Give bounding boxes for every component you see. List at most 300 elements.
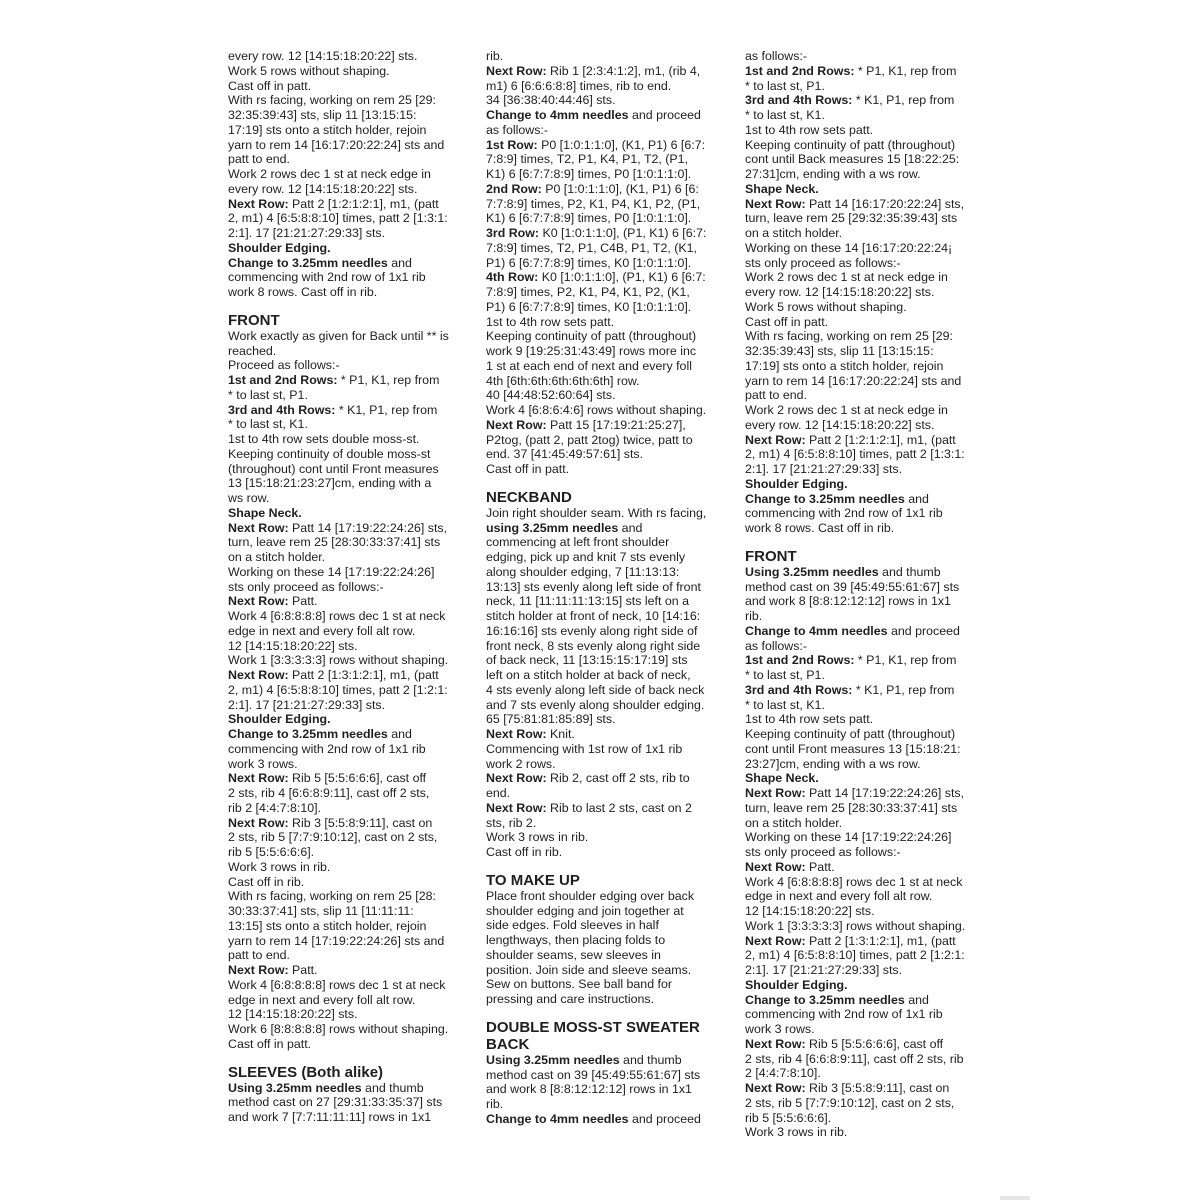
line-text: 1 st at each end of next and every foll (486, 358, 692, 373)
instruction-line (745, 624, 985, 639)
line-text: yarn to rem 14 [16:17:20:22:24] sts and (745, 373, 962, 388)
instruction-line (745, 433, 985, 448)
subheading-line (745, 182, 985, 197)
instruction-line (486, 1082, 726, 1097)
row-label: Next Row: (486, 417, 547, 432)
line-text: Rib 3 [5:5:8:9:11], cast on (805, 1081, 950, 1095)
line-text: sts only proceed as follows:- (745, 255, 901, 270)
line-text: m1) 6 [6:6:6:8:8] times, rib to end. (486, 78, 672, 93)
line-text: Patt. (288, 963, 318, 977)
line-text: With rs facing, working on rem 25 [29: (228, 93, 436, 108)
instruction-line (228, 79, 468, 94)
instruction-line (745, 418, 985, 433)
line-text: Work 3 rows in rib. (745, 1125, 848, 1140)
line-text: 1st to 4th row sets patt. (486, 314, 615, 329)
section-heading: TO MAKE UP (486, 871, 580, 889)
line-text: 12 [14:15:18:20:22] sts. (228, 1007, 358, 1022)
line-text: neck, 11 [11:11:11:13:15] sts left on a (486, 594, 689, 609)
subheading-line (745, 771, 985, 786)
instruction-line (745, 1081, 985, 1096)
instruction-line (228, 329, 468, 344)
line-text: P0 [1:0:1:1:0], (K1, P1) 6 [6:7: (537, 137, 706, 152)
line-text: Cast off in rib. (486, 845, 563, 859)
instruction-line (228, 358, 468, 373)
instruction-line (486, 241, 726, 256)
line-text: yarn to rem 14 [17:19:22:24:26] sts and (228, 933, 445, 948)
instruction-line (228, 138, 468, 153)
line-text: work 8 rows. Cast off in rib. (745, 521, 895, 535)
row-label: 1st and 2nd Rows: (745, 653, 855, 668)
row-label: Next Row: (486, 727, 547, 741)
instruction-line (745, 403, 985, 418)
row-label: Next Row: (745, 859, 806, 874)
instruction-line (486, 447, 726, 462)
line-text: 2, m1) 4 [6:5:8:8:10] times, patt 2 [1:3:1: (745, 447, 965, 462)
line-text: Shoulder Edging. (228, 712, 331, 727)
line-text: and thumb (619, 1052, 682, 1067)
line-text: work 3 rows. (228, 756, 298, 771)
section-heading: NECKBAND (486, 488, 572, 506)
line-text: shoulder edging and join together at (486, 903, 684, 918)
line-text: * K1, P1, rep from (335, 402, 438, 417)
line-text: Place front shoulder edging over back (486, 888, 695, 903)
row-label: Change to 3.25mm needles (228, 727, 388, 741)
line-text: Patt 15 [17:19:21:25:27], (546, 417, 686, 432)
instruction-line (228, 875, 468, 890)
line-text: 12 [14:15:18:20:22] sts. (228, 638, 358, 653)
line-text: on a stitch holder. (228, 550, 326, 564)
instruction-line (745, 256, 985, 271)
line-text: Work 1 [3:3:3:3:3] rows without shaping. (228, 653, 449, 668)
instruction-line (486, 933, 726, 948)
line-text: P1) 6 [6:7:7:8:9] times, K0 [1:0:1:1:0]. (486, 255, 692, 270)
section-heading: SLEEVES (Both alike) (228, 1063, 384, 1081)
instruction-line (745, 742, 985, 757)
line-text: Shoulder Edging. (745, 476, 848, 491)
instruction-line (745, 329, 985, 344)
instruction-line (228, 182, 468, 197)
line-text: 27:31]cm, ending with a ws row. (745, 167, 921, 181)
line-text: K0 [1:0:1:1:0], (P1, K1) 6 [6:7: (538, 270, 706, 285)
instruction-line (228, 1081, 468, 1096)
line-text: * to last st, P1. (745, 78, 825, 93)
instruction-line (745, 241, 985, 256)
line-text: and (387, 727, 412, 741)
row-label: Next Row: (228, 196, 289, 211)
instruction-line (228, 816, 468, 831)
section-heading: DOUBLE MOSS-ST SWEATER (486, 1018, 700, 1036)
line-text: shoulder seams, sew sleeves in (486, 947, 661, 962)
line-text: Work 5 rows without shaping. (745, 299, 907, 314)
line-text: Shape Neck. (745, 771, 819, 786)
line-text: and (618, 520, 643, 535)
line-text: Work 2 rows dec 1 st at neck edge in (228, 167, 431, 181)
instruction-line (486, 138, 726, 153)
instruction-line (486, 1068, 726, 1083)
instruction-line (228, 948, 468, 963)
pattern-column-2 (486, 49, 726, 1127)
line-text: 2, m1) 4 [6:5:8:8:10] times, patt 2 [1:2:1: (745, 948, 965, 963)
line-text: Patt 2 [1:3:1:2:1], m1, (patt (805, 933, 956, 948)
subheading-line (228, 712, 468, 727)
line-text: 1st to 4th row sets patt. (745, 712, 874, 727)
instruction-line (745, 993, 985, 1008)
line-text: and work 8 [8:8:12:12:12] rows in 1x1 (745, 594, 951, 609)
instruction-line (486, 918, 726, 933)
line-text: Patt 2 [1:3:1:2:1], m1, (patt (288, 668, 439, 682)
line-text: as follows:- (745, 49, 807, 63)
instruction-line (745, 315, 985, 330)
line-text: rib. (486, 1097, 504, 1111)
subheading-line (745, 477, 985, 492)
instruction-line (228, 403, 468, 418)
instruction-line (745, 167, 985, 182)
instruction-line (228, 108, 468, 123)
line-text: * K1, P1, rep from (852, 93, 955, 108)
instruction-line (228, 476, 468, 491)
instruction-line (745, 727, 985, 742)
row-label: Next Row: (745, 1081, 806, 1095)
line-text: 65 [75:81:81:85:89] sts. (486, 712, 616, 727)
line-text: method cast on 39 [45:49:55:61:67] sts (486, 1067, 701, 1082)
line-text: commencing with 2nd row of 1x1 rib (745, 1007, 943, 1022)
instruction-line (228, 845, 468, 860)
instruction-line (486, 123, 726, 138)
instruction-line (228, 624, 468, 639)
instruction-line (228, 639, 468, 654)
instruction-line (228, 683, 468, 698)
instruction-line (486, 108, 726, 123)
instruction-line (486, 344, 726, 359)
instruction-line (745, 285, 985, 300)
line-text: Cast off in patt. (228, 1036, 312, 1051)
line-text: Patt 2 [1:2:1:2:1], m1, (patt (805, 432, 956, 447)
line-text: every row. 12 [14:15:18:20:22] sts. (745, 417, 935, 432)
line-text: Proceed as follows:- (228, 358, 340, 373)
line-text: P1) 6 [6:7:7:8:9] times, K0 [1:0:1:1:0]. (486, 299, 692, 314)
instruction-line (745, 1022, 985, 1037)
line-text: work 3 rows. (745, 1022, 815, 1036)
instruction-line (486, 182, 726, 197)
line-text: Work 1 [3:3:3:3:3] rows without shaping. (745, 918, 966, 933)
instruction-line (745, 875, 985, 890)
instruction-line (745, 668, 985, 683)
line-text: P2tog, (patt 2, patt 2tog) twice, patt to (486, 432, 693, 447)
line-text: turn, leave rem 25 [28:30:33:37:41] sts (228, 535, 441, 550)
instruction-line (228, 786, 468, 801)
line-text: 2 sts, rib 4 [6:6:8:9:11], cast off 2 sts, (228, 786, 430, 800)
line-text: * P1, K1, rep from (854, 653, 957, 668)
instruction-line (745, 609, 985, 624)
instruction-line (745, 830, 985, 845)
instruction-line (228, 64, 468, 79)
line-text: 2 sts, rib 4 [6:6:8:9:11], cast off 2 sts, rib (745, 1051, 964, 1066)
line-text: Knit. (546, 727, 575, 741)
instruction-line (486, 698, 726, 713)
instruction-line (486, 904, 726, 919)
instruction-line (745, 786, 985, 801)
line-text: 32:35:39:43] sts, slip 11 [13:15:15: (745, 344, 934, 358)
line-text: Keeping continuity of patt (throughout) (745, 727, 956, 741)
instruction-line (745, 889, 985, 904)
instruction-line (228, 417, 468, 432)
instruction-line (228, 432, 468, 447)
line-text: * P1, K1, rep from (854, 63, 957, 78)
line-text: Working on these 14 [17:19:22:24:26] (745, 830, 952, 845)
instruction-line (745, 757, 985, 772)
instruction-line (228, 373, 468, 388)
line-text: on a stitch holder. (745, 815, 843, 830)
row-label: Next Row: (745, 432, 806, 447)
line-text: 17:19] sts onto a stitch holder, rejoin (228, 122, 427, 137)
line-text: Work 4 [6:8:8:8:8] rows dec 1 st at neck (228, 977, 446, 992)
line-text: rib. (745, 609, 763, 623)
line-text: ws row. (228, 491, 270, 505)
instruction-line (486, 433, 726, 448)
row-label: 3rd and 4th Rows: (745, 93, 853, 108)
instruction-line (228, 211, 468, 226)
row-label: Next Row: (228, 668, 289, 682)
line-text: Shape Neck. (745, 181, 819, 196)
instruction-line (486, 653, 726, 668)
instruction-line (486, 521, 726, 536)
instruction-line (486, 1097, 726, 1112)
instruction-line (745, 904, 985, 919)
instruction-line (486, 948, 726, 963)
line-text: work 2 rows. (486, 756, 556, 771)
scan-edge-mark (1000, 1196, 1030, 1200)
line-text: * to last st, K1. (745, 697, 825, 712)
instruction-line (486, 1053, 726, 1068)
line-text: patt to end. (745, 388, 808, 403)
instruction-line (228, 594, 468, 609)
line-text: 1st to 4th row sets patt. (745, 122, 874, 137)
row-label: Next Row: (228, 771, 289, 786)
row-label: Next Row: (745, 1036, 806, 1051)
instruction-line (486, 374, 726, 389)
instruction-line (228, 256, 468, 271)
instruction-line (486, 771, 726, 786)
row-label: Change to 4mm needles (745, 623, 888, 638)
instruction-line (486, 830, 726, 845)
instruction-line (228, 270, 468, 285)
line-text: * to last st, P1. (745, 668, 825, 682)
instruction-line (228, 978, 468, 993)
row-label: Next Row: (486, 771, 547, 786)
instruction-line (486, 535, 726, 550)
line-text: cont until Front measures 13 [15:18:21: (745, 741, 961, 756)
instruction-line (228, 388, 468, 403)
line-text: Keeping continuity of patt (throughout) (486, 329, 697, 344)
instruction-line (745, 93, 985, 108)
instruction-line (228, 197, 468, 212)
line-text: method cast on 27 [29:31:33:35:37] sts (228, 1095, 443, 1110)
line-text: commencing at left front shoulder (486, 535, 670, 550)
line-text: cont until Back measures 15 [18:22:25: (745, 152, 960, 167)
row-label: Using 3.25mm needles (745, 564, 879, 579)
row-label: 1st and 2nd Rows: (745, 63, 855, 78)
instruction-line (745, 270, 985, 285)
instruction-line (745, 388, 985, 403)
line-text: 2 sts, rib 5 [7:7:9:10:12], cast on 2 sts, (228, 830, 438, 845)
instruction-line (745, 1096, 985, 1111)
row-label: Next Row: (745, 786, 806, 800)
line-text: 23:27]cm, ending with a ws row. (745, 756, 921, 771)
instruction-line (745, 123, 985, 138)
instruction-line (228, 550, 468, 565)
line-text: as follows:- (486, 122, 548, 137)
instruction-line (745, 359, 985, 374)
line-text: Work 2 rows dec 1 st at neck edge in (745, 270, 948, 285)
instruction-line (486, 359, 726, 374)
line-text: * to last st, K1. (228, 417, 308, 432)
section-heading: BACK (486, 1035, 530, 1053)
instruction-line (486, 79, 726, 94)
line-text: 7:8:9] times, T2, P1, K4, P1, T2, (P1, (486, 152, 689, 167)
instruction-line (745, 816, 985, 831)
line-text: and proceed (628, 108, 701, 122)
instruction-line (745, 653, 985, 668)
instruction-line (745, 1125, 985, 1140)
line-text: Commencing with 1st row of 1x1 rib (486, 741, 683, 756)
line-text: 2:1]. 17 [21:21:27:29:33] sts. (228, 697, 386, 712)
line-text: edge in next and every foll alt row. (228, 992, 416, 1007)
instruction-line (228, 521, 468, 536)
line-text: rib 2 [4:4:7:8:10]. (228, 800, 321, 815)
line-text: * to last st, P1. (228, 387, 308, 402)
instruction-line (486, 609, 726, 624)
instruction-line (228, 934, 468, 949)
row-label: 1st and 2nd Rows: (228, 373, 338, 387)
instruction-line (486, 845, 726, 860)
row-label: using 3.25mm needles (486, 520, 619, 535)
line-text: 7:8:9] times, P2, K1, P4, K1, P2, (K1, (486, 285, 690, 299)
line-text: Patt 14 [16:17:20:22:24] sts, (805, 196, 965, 211)
row-label: Next Row: (745, 196, 806, 211)
instruction-line (745, 860, 985, 875)
line-text: Shoulder Edging. (745, 977, 848, 992)
instruction-line (228, 535, 468, 550)
line-text: Patt 14 [17:19:22:24:26] sts, (805, 786, 965, 800)
instruction-line (486, 403, 726, 418)
instruction-line (745, 374, 985, 389)
line-text: end. 37 [41:45:49:57:61] sts. (486, 447, 644, 462)
instruction-line (486, 285, 726, 300)
instruction-line (228, 49, 468, 64)
line-text: Patt. (805, 859, 835, 874)
line-text: and (904, 992, 929, 1007)
instruction-line (486, 742, 726, 757)
line-text: yarn to rem 14 [16:17:20:22:24] sts and (228, 137, 445, 152)
instruction-line (228, 447, 468, 462)
instruction-line (486, 712, 726, 727)
line-text: and work 7 [7:7:11:11:11] rows in 1x1 (228, 1110, 432, 1124)
line-text: 40 [44:48:52:60:64] sts. (486, 388, 616, 403)
line-text: Work 4 [6:8:8:8:8] rows dec 1 st at neck (745, 874, 963, 889)
instruction-line (745, 1007, 985, 1022)
instruction-line (228, 757, 468, 772)
instruction-line (486, 963, 726, 978)
line-text: Work 4 [6:8:6:4:6] rows without shaping. (486, 403, 707, 417)
instruction-line (745, 639, 985, 654)
instruction-line (228, 860, 468, 875)
instruction-line (228, 919, 468, 934)
instruction-line (228, 1007, 468, 1022)
instruction-line (486, 300, 726, 315)
instruction-line (486, 226, 726, 241)
line-text: along shoulder edging, 7 [11:13:13: (486, 564, 680, 579)
line-text: Patt 2 [1:2:1:2:1], m1, (patt (288, 196, 439, 211)
instruction-line (486, 506, 726, 521)
line-text: and (387, 255, 412, 270)
line-text: patt to end. (228, 152, 291, 167)
line-text: K1) 6 [6:7:7:8:9] times, P0 [1:0:1:1:0]. (486, 167, 692, 181)
line-text: Cast off in patt. (486, 462, 570, 476)
line-text: 2 sts, rib 5 [7:7:9:10:12], cast on 2 sts, (745, 1095, 955, 1110)
line-text: 13 [15:18:21:23:27]cm, ending with a (228, 476, 432, 491)
row-label: 1st Row: (486, 137, 538, 152)
row-label: Next Row: (228, 594, 289, 609)
line-text: Cast off in patt. (745, 314, 829, 329)
instruction-line (745, 79, 985, 94)
instruction-line (486, 315, 726, 330)
line-text: Work exactly as given for Back until ** is (228, 328, 449, 343)
row-label: Next Row: (228, 520, 289, 535)
line-text: method cast on 39 [45:49:55:61:67] sts (745, 579, 960, 594)
line-text: 32:35:39:43] sts, slip 11 [13:15:15: (228, 108, 417, 122)
instruction-line (745, 1111, 985, 1126)
line-text: 7:7:8:9] times, P2, K1, P4, K1, P2, (P1, (486, 196, 701, 211)
line-text: Work 3 rows in rib. (486, 830, 589, 845)
instruction-line (228, 742, 468, 757)
instruction-line (486, 639, 726, 654)
instruction-line (486, 992, 726, 1007)
line-text: patt to end. (228, 948, 291, 963)
instruction-line (745, 698, 985, 713)
instruction-line (486, 270, 726, 285)
line-text: Work 3 rows in rib. (228, 859, 331, 874)
instruction-line (228, 830, 468, 845)
instruction-line (745, 594, 985, 609)
line-text: and proceed (887, 623, 960, 638)
line-text: 2, m1) 4 [6:5:8:8:10] times, patt 2 [1:3:1: (228, 211, 448, 226)
line-text: of back neck, 11 [13:15:15:17:19] sts (486, 653, 688, 668)
instruction-line (745, 683, 985, 698)
instruction-line (745, 845, 985, 860)
instruction-line (228, 889, 468, 904)
line-text: turn, leave rem 25 [28:30:33:37:41] sts (745, 800, 958, 815)
line-text: Rib 5 [5:5:6:6:6], cast off (288, 771, 427, 786)
instruction-line (486, 889, 726, 904)
line-text: 1st to 4th row sets double moss-st. (228, 432, 420, 446)
instruction-line (486, 418, 726, 433)
instruction-line (486, 977, 726, 992)
instruction-line (486, 757, 726, 772)
instruction-line (486, 329, 726, 344)
line-text: Patt 14 [17:19:22:24:26] sts, (288, 520, 448, 535)
instruction-line (745, 1037, 985, 1052)
line-text: 7:8:9] times, T2, P1, C4B, P1, T2, (K1, (486, 240, 697, 255)
row-label: Change to 3.25mm needles (745, 992, 905, 1007)
line-text: Rib 1 [2:3:4:1:2], m1, (rib 4, (546, 63, 701, 78)
instruction-line (745, 712, 985, 727)
instruction-line (228, 565, 468, 580)
line-text: Keeping continuity of patt (throughout) (745, 137, 956, 152)
line-text: Rib 3 [5:5:8:9:11], cast on (288, 815, 433, 830)
line-text: 2:1]. 17 [21:21:27:29:33] sts. (228, 226, 386, 240)
instruction-line (745, 934, 985, 949)
line-text: 2, m1) 4 [6:5:8:8:10] times, patt 2 [1:2:1: (228, 682, 448, 697)
